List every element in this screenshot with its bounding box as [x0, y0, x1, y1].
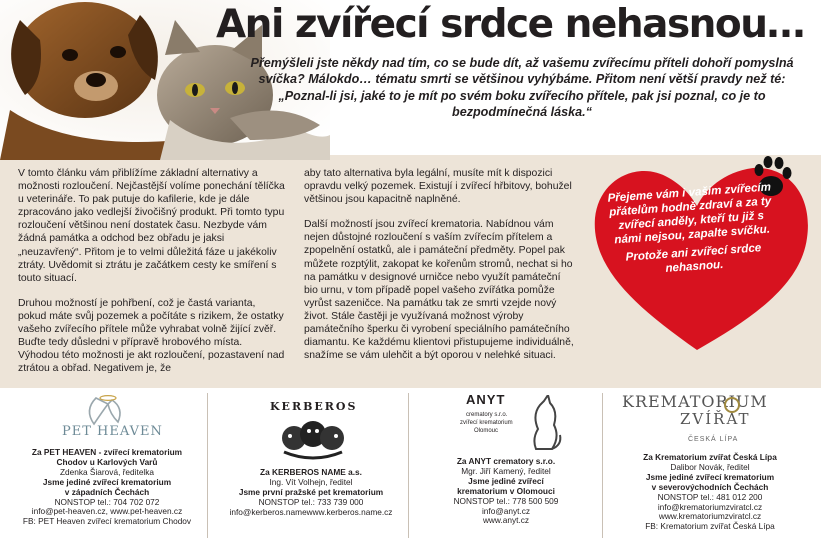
anyt-logo	[412, 393, 600, 455]
divider	[408, 393, 409, 538]
info-line: krematorium v Olomouci	[457, 485, 555, 496]
heart-slogan: Protože ani zvířecí srdce nehasnou.	[625, 241, 762, 275]
sponsor-anyt	[412, 393, 600, 548]
article-column-1	[18, 167, 286, 387]
sponsor-info	[606, 453, 814, 532]
info-line: v severovýchodních Čechách	[651, 481, 769, 492]
pet-heaven-logo-text: PET HEAVEN	[62, 424, 163, 439]
krematorium-logo-text: KREMATORIUM	[622, 392, 768, 411]
three-headed-dog-icon	[278, 416, 348, 460]
info-line: NONSTOP tel.: 704 702 072	[54, 496, 160, 507]
ceska-lipa-logo-text: ČESKÁ LÍPA	[688, 436, 739, 443]
heart-wish: Přejeme vám i vašim zvířecím přátelům hodně zdraví a za ty zvířecí anděly, kteří tu již s námi nejsou, zapalte svíčku.	[607, 180, 772, 247]
article-column-2	[304, 167, 576, 374]
paragraph: V tomto článku vám přiblížíme základní alternativy a možnosti rozloučení. Nejčastější volíme ponechání tělíčka u veterináře. To pak putuje do kafilerie, kde je dále zpracováno jako vedlejší živočišný produkt. Při tomto typu rozloučení většinou není dostatek času. Nezbyde vám žádná památka a odchod bez obřadu je jaksi „neuzavřený“. Přitom je to velmi důležitá fáze u jakékoliv ztráty. Uvědomit si ztrátu je začátkem cesty ke smíření s touto situací.	[18, 168, 285, 284]
kerberos-logo	[218, 400, 404, 468]
divider	[602, 393, 603, 538]
cat-silhouette-icon	[524, 395, 564, 453]
info-line: Za PET HEAVEN - zvířecí krematorium	[31, 447, 183, 457]
info-line: www.krematoriumzviratcl.cz	[658, 511, 762, 522]
article-lead: Přemýšleli jste někdy nad tím, co se bude dít, až vašemu zvířecímu příteli dohoří pomyslná svíčka? Málokdo… tématu smrti se většinou vyhýbáme. Přitom není větší pravdy než té: „Poznal-li jsi, jaké to je mít po svém boku zvířecího přítele, pak jsi poznal, co je to bezpodmínečná láska.“	[250, 56, 794, 120]
info-line: Za Krematorium zvířat Česká Lípa	[643, 452, 777, 462]
info-line: v západních Čechách	[64, 486, 150, 497]
info-line: NONSTOP tel.: 733 739 000	[258, 496, 364, 507]
heart-message	[601, 180, 783, 284]
wreath-icon	[722, 395, 742, 415]
info-line: Jsme jediné zvířecí krematorium	[42, 476, 172, 487]
info-line: Mgr. Jiří Kamený, ředitel	[461, 465, 551, 476]
anyt-logo-sub2: zvířecí krematorium	[460, 420, 513, 426]
krematorium-zvirat-logo	[606, 393, 814, 453]
info-line: Jsme první pražské pet krematorium	[238, 486, 384, 497]
info-line: FB: PET Heaven zvířecí krematorium Chodov	[22, 516, 192, 527]
info-line: Dalibor Novák, ředitel	[670, 461, 750, 472]
info-line: NONSTOP tel.: 481 012 200	[657, 491, 763, 502]
paragraph: aby tato alternativa byla legální, musíte mít k dispozici opravdu velký pozemek. Existují i zvířecí hřbitovy, bohužel většinou jsou kapacitně naplněné.	[304, 168, 572, 206]
info-line: Jsme jediné zvířecí	[468, 475, 544, 486]
info-line: NONSTOP tel.: 778 500 509	[453, 495, 559, 506]
info-line: Za ANYT crematory s.r.o.	[456, 456, 556, 466]
sponsor-krematorium-zvirat	[606, 393, 814, 548]
info-line: www.anyt.cz	[482, 515, 530, 526]
info-line: Zdenka Šiarová, ředitelka	[59, 466, 155, 477]
sponsor-info	[14, 448, 200, 527]
info-line: info@krematoriumzviratcl.cz	[657, 501, 763, 512]
info-line: FB: Krematorium zvířat Česká Lípa	[645, 521, 775, 532]
kerberos-logo-text: KERBEROS	[270, 400, 358, 413]
anyt-logo-text: ANYT	[466, 392, 506, 407]
info-line: info@anyt.cz	[481, 505, 531, 516]
anyt-logo-sub: crematory s.r.o.	[466, 412, 508, 418]
info-line: Za KERBEROS NAME a.s.	[260, 467, 362, 477]
angel-wing-icon	[14, 390, 200, 448]
sponsor-info	[412, 457, 600, 526]
paragraph: Další možností jsou zvířecí krematoria. Nabídnou vám nejen důstojné rozloučení s vaším zvířecím přítelem a zpopelnění ostatků, ale i památeční předměty. Popel pak můžete rozptýlit, zakopat ke kořenům stromů, nechat si ho na památku v designové urničce nebo využít památeční bio urnu, v tom případě popel vašeho zvířátka pomůže vyrůst sazeničce. Na památku tak ze smrti vzejde nový život. Stále častěji je využívaná možnost výroby památečního šperku či vyrobení speciálního památečního diamantu. Ke každému klientovi přistupujeme individuálně, snažíme se vám ulehčit a být oporou v nelehké situaci.	[304, 219, 574, 362]
info-line: info@pet-heaven.cz, www.pet-heaven.cz	[31, 506, 183, 517]
anyt-logo-sub3: Olomouc	[474, 428, 499, 434]
paragraph: Druhou možností je pohřbení, což je častá varianta, pokud máte svůj pozemek a počítáte s rizikem, že ostatky vašeho zvířecího přítele může vyhrabat volně žijící zvěř. Buďte tedy důsledni v přípravě hrobového místa. Výhodou této možnosti je akt rozloučení, pozastavení nad ztrátou a obřad. Negativem je, že	[18, 297, 285, 375]
pet-heaven-logo	[14, 390, 200, 448]
sponsor-info	[218, 468, 404, 518]
sponsor-kerberos	[218, 400, 404, 555]
article-title: Ani zvířecí srdce nehasnou…	[216, 2, 804, 47]
sponsor-pet-heaven	[14, 390, 200, 545]
zvirat-logo-text: ZVÍŘAT	[680, 410, 751, 428]
info-line: Jsme jediné zvířecí krematorium	[645, 471, 775, 482]
info-line: Chodov u Karlových Varů	[56, 456, 158, 467]
divider	[207, 393, 208, 538]
info-line: Ing. Vít Volhejn, ředitel	[269, 476, 353, 487]
info-line: info@kerberos.namewww.kerberos.name.cz	[229, 506, 393, 517]
